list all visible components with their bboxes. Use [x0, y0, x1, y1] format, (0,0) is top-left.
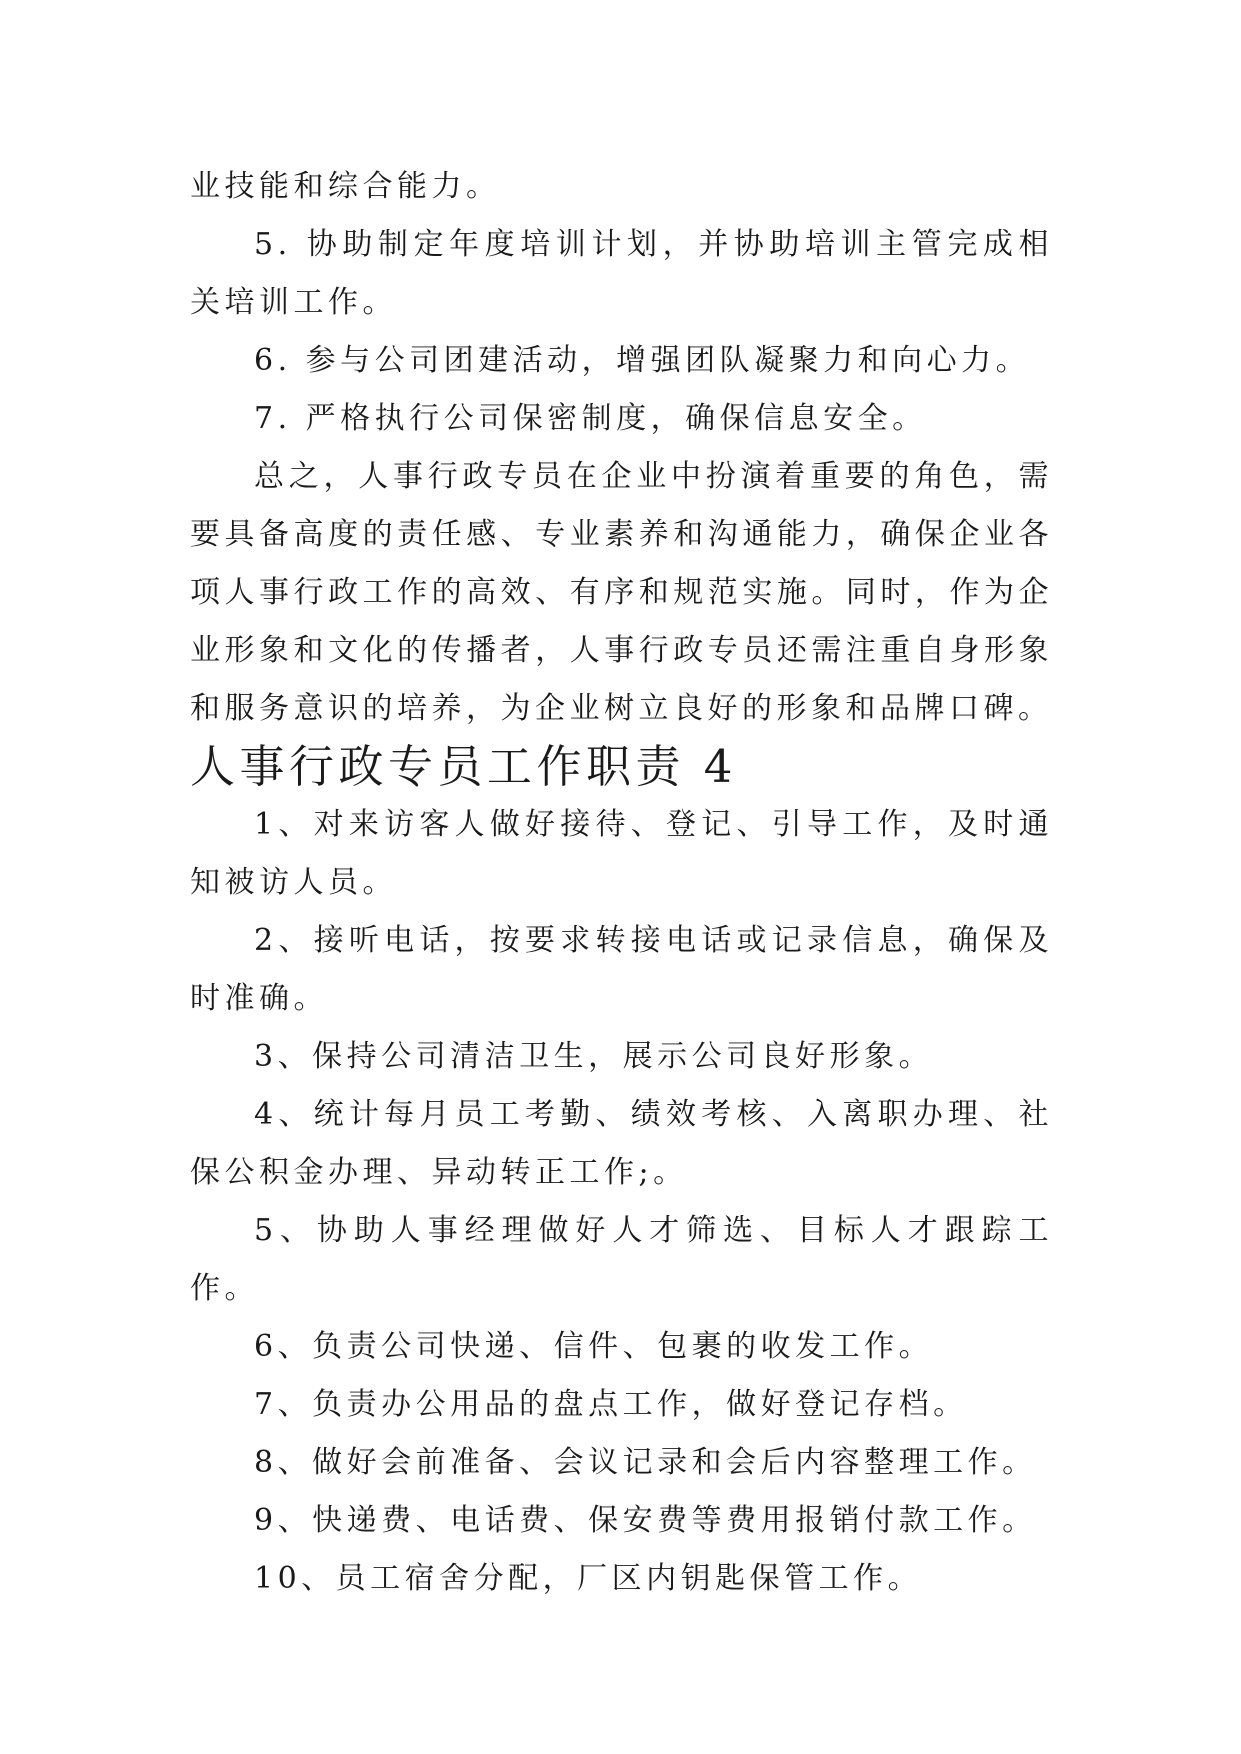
- duty-item: 6、负责公司快递、信件、包裹的收发工作。: [254, 1329, 934, 1364]
- paragraph: 6. 参与公司团建活动，增强团队凝聚力和向心力。: [254, 343, 1031, 378]
- summary-paragraph: 总之，人事行政专员在企业中扮演着重要的角色，需要具备高度的责任感、专业素养和沟通能力，确保企业各项人事行政工作的高效、有序和规范实施。同时，作为企业形象和文化的传播者，人事行政专员还需注重自身形象和服务意识的培养，为企业树立良好的形象和品牌口碑。: [190, 459, 1053, 726]
- paragraph: 7. 严格执行公司保密制度，确保信息安全。: [254, 401, 927, 436]
- duty-item: 3、保持公司清洁卫生，展示公司良好形象。: [254, 1039, 934, 1074]
- paragraph: 业技能和综合能力。: [190, 169, 501, 204]
- section-heading: 人事行政专员工作职责 4: [190, 740, 737, 793]
- duty-item: 1、对来访客人做好接待、登记、引导工作，及时通知被访人员。: [190, 807, 1053, 900]
- document-body: [190, 158, 1053, 1608]
- duty-item: 4、统计每月员工考勤、绩效考核、入离职办理、社保公积金办理、异动转正工作;。: [190, 1097, 1053, 1190]
- duty-item: 7、负责办公用品的盘点工作，做好登记存档。: [254, 1387, 968, 1422]
- duty-item: 8、做好会前准备、会议记录和会后内容整理工作。: [254, 1445, 1037, 1480]
- duty-item: 5、协助人事经理做好人才筛选、目标人才跟踪工作。: [190, 1213, 1053, 1306]
- paragraph: 5. 协助制定年度培训计划，并协助培训主管完成相关培训工作。: [190, 227, 1053, 320]
- duty-item: 2、接听电话，按要求转接电话或记录信息，确保及时准确。: [190, 923, 1053, 1016]
- duty-item: 9、快递费、电话费、保安费等费用报销付款工作。: [254, 1503, 1037, 1538]
- duty-item: 10、员工宿舍分配，厂区内钥匙保管工作。: [254, 1561, 923, 1596]
